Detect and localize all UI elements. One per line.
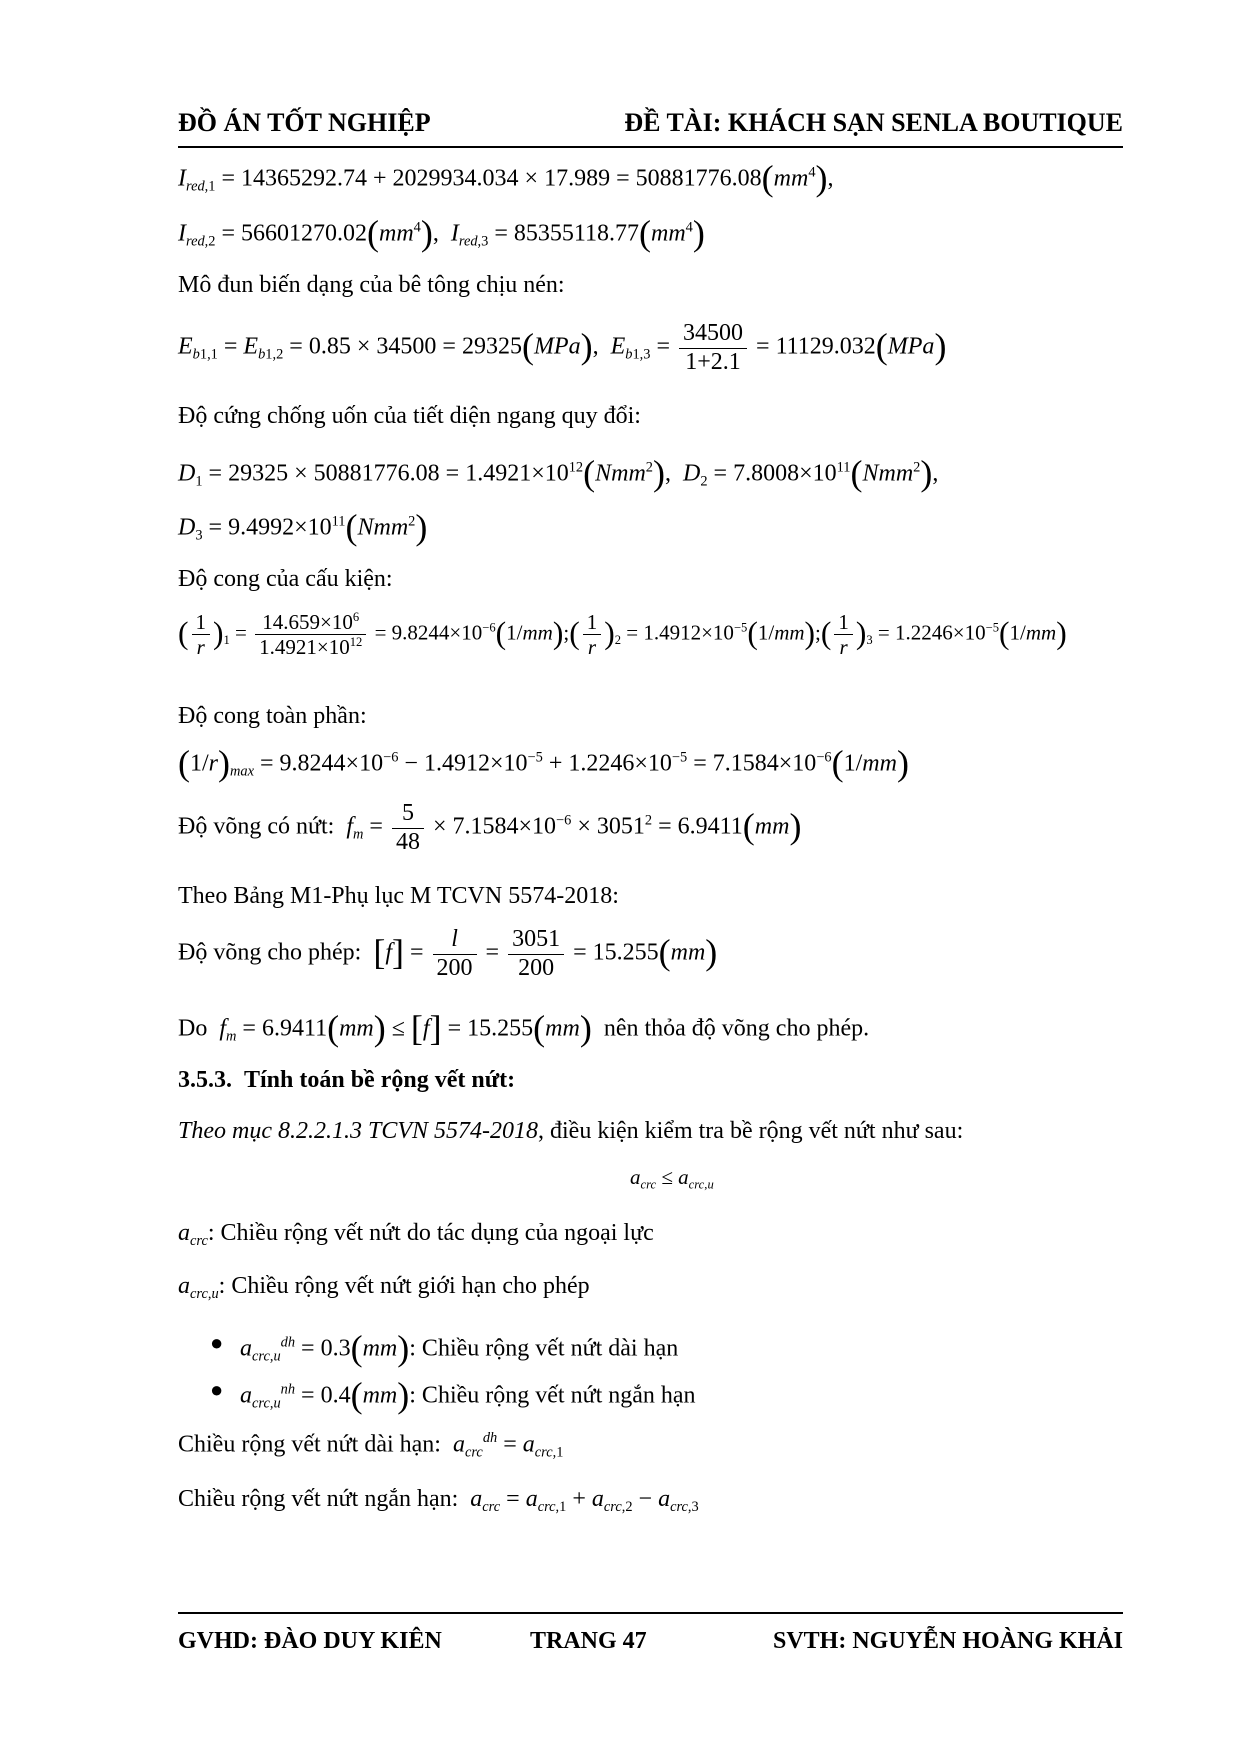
short-term-width: Chiều rộng vết nứt ngắn hạn: $a_{crc} = a_{crc,1} + a_{crc,2} - a_{crc,3}$	[178, 1486, 699, 1516]
curvature-equation: ( $\frac{1}{r}$ )$_1$ = $\frac{14.659\times 10^6}{1.4921\times 10^{12}}$ = $9.8244\times 10^{-6}(1/mm)$;( $\frac{1}{r}$ )$_2$ = $1.4912\times 10^{-5}(1/mm)$;( $\frac{1}{r}$ )$_3 = 1.2246\times 10^{-5}(1/mm)$	[178, 610, 1067, 660]
ired1-equation: $I_{red,1} = 14365292.74 + 2029934.034 \times 17.989 = 50881776.08(mm^4)$,	[178, 158, 834, 198]
bullet-dot: ●	[210, 1377, 224, 1402]
section-heading: 3.5.3. Tính toán bề rộng vết nứt:	[178, 1067, 516, 1093]
acrc-definition: $a_{crc}$: Chiều rộng vết nứt do tác dụng của ngoại lực	[178, 1220, 654, 1250]
modulus-heading: Mô đun biến dạng của bê tông chịu nén:	[178, 272, 565, 298]
clause-line: Theo mục 8.2.2.1.3 TCVN 5574-2018, điều kiện kiểm tra bề rộng vết nứt như sau:	[178, 1118, 964, 1144]
page-header	[178, 106, 1123, 148]
curvature-heading: Độ cong của cấu kiện:	[178, 566, 393, 592]
total-curvature-equation: $(1/r)_{max} = 9.8244\times 10^{-6} - 1.4912\times 10^{-5} + 1.2246\times 10^{-5} = 7.1584\times 10^{-6}(1/mm)$	[178, 743, 909, 783]
bullet-long-term: $a_{crc,u}^{dh} = 0.3(mm)$: Chiều rộng vết nứt dài hạn	[240, 1328, 679, 1368]
conclusion-line: Do $f_m = 6.9411(mm) \le [f] = 15.255(mm)$ nên thỏa độ võng cho phép.	[178, 1008, 870, 1048]
bullet-dot: ●	[210, 1330, 224, 1355]
bullet-short-term: $a_{crc,u}^{nh} = 0.4(mm)$: Chiều rộng vết nứt ngắn hạn	[240, 1375, 696, 1415]
stiffness-d1d2: $D_1 = 29325 \times 50881776.08 = 1.4921\times 10^{12}(Nmm^2)$, $D_2 = 7.8008\times 10^{11}(Nmm^2)$,	[178, 453, 939, 493]
deflection-equation: Độ võng có nứt: $f_m$ = $\frac{5}{48}$ × $7.1584\times 10^{-6} \times 3051^2 = 6.9411(mm)$	[178, 800, 802, 855]
page-footer	[178, 1612, 1123, 1664]
header-left: ĐỒ ÁN TỐT NGHIỆP	[178, 108, 431, 137]
table-reference: Theo Bảng M1-Phụ lục M TCVN 5574-2018:	[178, 883, 619, 909]
acrcu-definition: $a_{crc,u}$: Chiều rộng vết nứt giới hạn cho phép	[178, 1273, 590, 1303]
allowable-deflection: Độ võng cho phép: [f] = $\frac{l}{200}$ = $\frac{3051}{200}$ = 15.255(mm)	[178, 926, 718, 981]
footer-student: SVTH: NGUYỄN HOÀNG KHẢI	[772, 1628, 1123, 1654]
stiffness-heading: Độ cứng chống uốn của tiết diện ngang quy đổi:	[178, 403, 641, 429]
modulus-equation: $E_{b1,1} = E_{b1,2} = 0.85 \times 34500 = 29325(MPa)$, $E_{b1,3}$ = $\frac{34500}{1+2.1}$ = 11129.032(MPa)	[178, 320, 947, 375]
crack-condition: $a_{crc} \le a_{crc,u}$	[630, 1165, 714, 1192]
total-curvature-heading: Độ cong toàn phần:	[178, 703, 367, 729]
ired23-equation: $I_{red,2} = 56601270.02(mm^4)$, $I_{red,3} = 85355118.77(mm^4)$	[178, 213, 705, 253]
header-right: ĐỀ TÀI: KHÁCH SẠN SENLA BOUTIQUE	[624, 108, 1123, 137]
footer-advisor: GVHD: ĐÀO DUY KIÊN	[178, 1628, 442, 1654]
footer-page-number: TRANG 47	[530, 1628, 647, 1654]
stiffness-d3: $D_3 = 9.4992\times 10^{11}(Nmm^2)$	[178, 507, 428, 547]
long-term-width: Chiều rộng vết nứt dài hạn: $a_{crc}^{dh} = a_{crc,1}$	[178, 1430, 564, 1461]
